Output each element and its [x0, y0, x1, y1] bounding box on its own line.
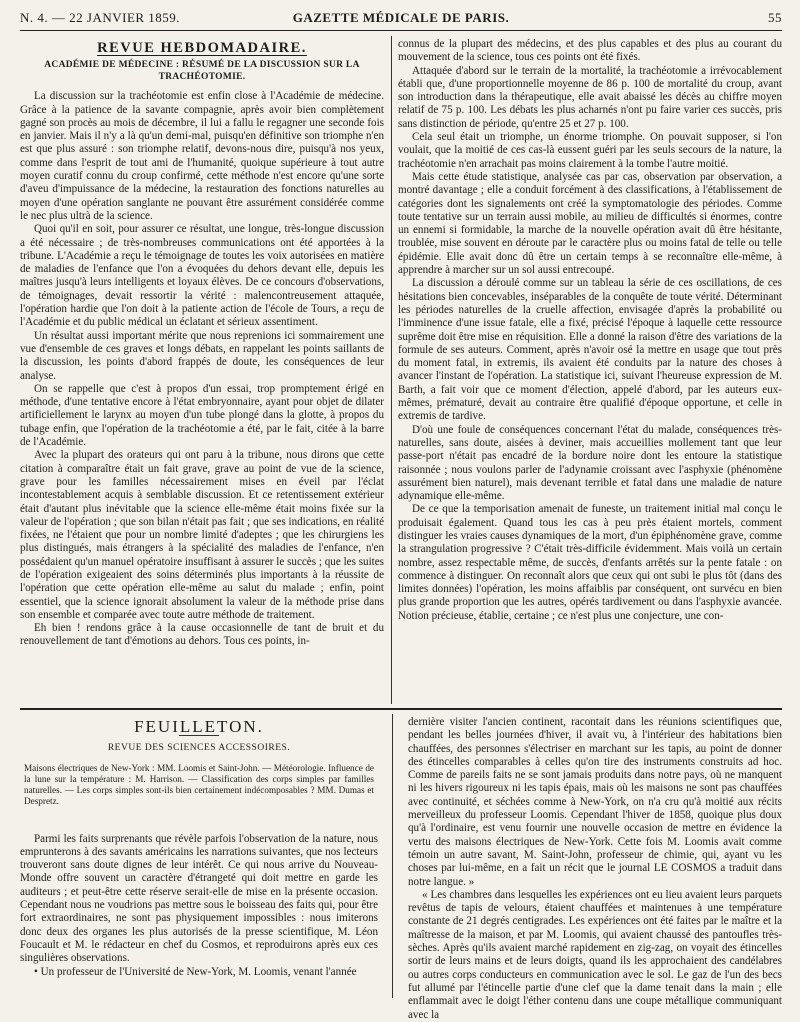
revue-paragraph: Avec la plupart des orateurs qui ont paru à la tribune, nous dirons que cette citation à comparaître était un fait grave, grave au point de vue de la science, grave pour les familles nécessairement mises en éveil par l'éclat incontestablement acquis à semblable discussion. Et ce retentissement extérieur était d'autant plus inévitable que la science elle-même était moins fixée sur la valeur de l'opération ; que son bilan n'était pas fait ; que ses indications, en réalité fixées, ne l'étaient que pour un nombre limité d'adeptes ; que les chirurgiens les plus distingués, mais étrangers à la spécialité des maladies de l'enfance, n'en possédaient qu'un manuel opératoire insuffisant à assurer le succès ; que les suites de l'opération exigeaient des soins déterminés plus importants à la réussite de l'opération que cette opération elle-même au salut du malade ; enfin, point essentiel, que la science ignorait absolument la valeur de la méthode prise dans son ensemble et comparée avec toute autre méthode de traitement.	[20, 449, 384, 621]
revue-paragraph: La discussion sur la trachéotomie est enfin close à l'Académie de médecine. Grâce à la patience de la savante compagnie, après avoir bien complètement gagné son procès au mois de décembre, il lui a fallu le regagner une seconde fois en janvier. Mais il n'y a là qu'un demi-mal, puisqu'en définitive son triomphe n'en est que plus assuré : son triomphe relatif, devons-nous dire, puisqu'à nos yeux, comme dans l'esprit de tout ami de l'humanité, quoique supérieure à tout autre moyen curatif connu du croup confirmé, cette méthode n'est encore qu'une sorte d'aveu d'impuissance de la médecine, la restauration des fonctions naturelles au moyen d'une opération sanglante ne pouvant être assurément considérée comme le nec plus ultrà de la science.	[20, 90, 384, 222]
header-rule	[20, 30, 782, 31]
feuilleton-contents-summary: Maisons électriques de New-York : MM. Loomis et Saint-John. — Météorologie. Influence de la lune sur la température : M. Harrison. — Classification des corps simples par familles naturelles. — Les corps simples sont-ils bien certainement indécomposables ? MM. Dumas et Despretz.	[24, 762, 374, 806]
revue-paragraph: Quoi qu'il en soit, pour assurer ce résultat, une longue, très-longue discussion a été nécessaire ; de très-nombreuses communications ont été apportées à la tribune. L'Académie a reçu le témoignage de toutes les voix autorisées en matière de maladies de l'enfance que l'on a évoquées du dehors devant elle, depuis les maîtres jusqu'à leurs intelligents et loyaux élèves. De ce concours d'observations, de témoignages, devait ressortir la vérité : malencontreusement attaquée, l'opération hardie que l'on doit à la patiente action de l'école de Tours, a reçu de l'Académie et du public médical un éclatant et sérieux assentiment.	[20, 223, 384, 329]
revue-paragraph: Attaquée d'abord sur le terrain de la mortalité, la trachéotomie a irrévocablement établi que, d'une proportionnelle moyenne de 86 p. 100 de mortalité du croup, avant son introduction dans la thérapeutique, elle avait abaissé les décès au chiffre moyen relatif de 75 p. 100. Les débats les plus acharnés n'ont pu faire varier ces succès, pris sans distinction de période, qu'entre 25 et 27 p. 100.	[398, 64, 782, 130]
revue-paragraph: Mais cette étude statistique, analysée cas par cas, observation par observation, a montré davantage ; elle a conduit forcément à des classifications, à l'établissement de catégories dont les signalements ont créé la symptomatologie des périodes. Comme toute tentative sur un terrain aussi mobile, au milieu de difficultés si énormes, contre un ennemi si formidable, la marche de la nouvelle opération avait dû être hésitante, troublée, mise souvent en déroute par le caractère plus ou moins fatal de telle ou telle épidémie. Elle avait donc dû être un certain temps à se reconnaître elle-même, à apprendre à marcher sur un sol aussi entrecoupé.	[398, 170, 782, 277]
revue-paragraph: De ce que la temporisation amenait de funeste, un traitement initial mal conçu le produisait également. Quand tous les cas à peu près étaient mortels, comment distinguer les vraies causes dynamiques de la mort, d'un épiphénomène grave, comme la strangulation progressive ? C'était très-difficile évidemment. Mais voilà un certain nombre, assez respectable même, de succès, d'enfants arrêtés sur la pente fatale : on commence à distinguer. On reconnaît alors que ceux qui ont subi le plus tôt (dans des limites données) l'opération, les moins affaiblis par conséquent, ont survécu en bien plus grande proportion que les autres, opérés tardivement ou dans l'asphyxie avancée. Notion précieuse, établie, certaine ; ce n'est plus une conjecture, une con-	[398, 503, 782, 622]
revue-paragraph: Cela seul était un triomphe, un énorme triomphe. On pouvait supposer, si l'on voulait, que la moitié de ces cas-là eussent guéri par les seuls secours de la nature, la trachéotomie n'en arrachait pas moins clairement à la tombe l'autre moitié.	[398, 131, 782, 170]
revue-subtitle: ACADÉMIE DE MÉDECINE : RÉSUMÉ DE LA DISCUSSION SUR LA TRACHÉOTOMIE.	[44, 60, 360, 82]
revue-column-right	[398, 38, 782, 704]
revue-title: REVUE HEBDOMADAIRE.	[97, 40, 307, 56]
feuilleton-separator-rule	[20, 708, 782, 710]
feuilleton-paragraph: dernière visiter l'ancien continent, racontait dans les réunions scientifiques que, pendant les belles journées d'hiver, il avait vu, à l'intérieur des habitations bien chauffées, des personnes s'électriser en marchant sur les tapis, au point de donner des étincelles comparables à celles qu'on tire des instruments construits ad hoc. Comme de pareils faits ne se sont jamais produits dans notre pays, où ne manquent ni les hivers rigoureux ni les tapis épais, mais où les maisons ne sont pas chauffées avec continuité, et séchées comme à New-York, on n'a cru qu'à moitié aux récits merveilleux du professeur Loomis. Cependant l'hiver de 1858, quoique plus doux qu'à l'ordinaire, est venu fournir une nouvelle occasion de mettre en évidence la vertu des maisons électriques de New-York. Cette fois M. Loomis avait comme témoin un autre savant, M. Saint-John, professeur de chimie, qui, ayant vu les choses par lui-même, en a fait un récit que le journal LE COSMOS a traduit dans notre langue. »	[408, 716, 782, 888]
revue-paragraph: D'où une foule de conséquences concernant l'état du malade, conséquences très-naturelles, sans doute, aisées à deviner, mais accueillies mollement tant que leur passe-port n'était pas encadré de la bordure noire dont les entoure la statistique raisonnée ; nous voulons parler de l'adynamie croissant avec l'asphyxie (phénomène assurément bien naturel), mais devenant terrible et fatal dans une maladie de nature adynamique elle-même.	[398, 423, 782, 503]
revue-paragraph: connus de la plupart des médecins, et des plus capables et des plus au courant du mouvement de la science, tous ces points ont été fixés.	[398, 38, 782, 64]
revue-column-left	[20, 38, 384, 704]
issue-date: N. 4. — 22 JANVIER 1859.	[20, 10, 181, 25]
revue-paragraph: Eh bien ! rendons grâce à la cause occasionnelle de tant de bruit et du renouvellement de tant d'émotions au dehors. Tous ces points, in-	[20, 622, 384, 648]
revue-paragraph: Un résultat aussi important mérite que nous reprenions ici sommairement une vue d'ensemble de ces graves et longs débats, en rappelant les points saillants de la discussion, les points d'abord frappés de doute, les conséquences de leur analyse.	[20, 329, 384, 382]
feuilleton-title: FEUILLETON.	[134, 717, 264, 736]
feuilleton-column-left	[20, 716, 378, 998]
newspaper-page	[20, 8, 782, 1021]
running-head	[20, 8, 782, 30]
feuilleton-column-right	[408, 716, 782, 1021]
feuilleton-paragraph: « Les chambres dans lesquelles les expériences ont eu lieu avaient leurs parquets revêtus de tapis de velours, étaient chauffées et maintenues à une température constante de 21 degrés centigrades. Les expériences ont été faites par le maître et la maîtresse de la maison, et par M. Loomis, qui avaient chaussé des pantoufles très-sèches. Après qu'ils avaient marché rapidement en zig-zag, on voyait des étincelles sortir de leurs mains et de leurs doigts, quand ils les approchaient des candélabres ou autres corps conducteurs en communication avec le sol. Le gaz de l'un des becs fut allumé par l'étincelle partie d'une clef que la dame tenait dans la main ; elle enflammait avec le doigt l'éther contenu dans une coupe métallique communiquant avec la	[408, 888, 782, 1021]
publication-title: GAZETTE MÉDICALE DE PARIS.	[292, 10, 510, 25]
feuilleton-subtitle: REVUE DES SCIENCES ACCESSOIRES.	[107, 743, 291, 754]
column-divider	[392, 714, 393, 998]
column-divider	[391, 36, 392, 704]
revue-paragraph: On se rappelle que c'est à propos d'un essai, trop promptement érigé en méthode, d'une tentative encore à l'état embryonnaire, ayant pour objet de dilater artificiellement le larynx au moyen d'un tube plongé dans la glotte, à propos du tubage enfin, que l'opération de la trachéotomie a été, par le fait, citée à la barre de l'Académie.	[20, 382, 384, 449]
revue-paragraph: La discussion a déroulé comme sur un tableau la série de ces oscillations, de ces hésitations bien concevables, inséparables de la conquête de toute vérité. Déterminant les périodes naturelles de la cruelle affection, envisagée d'après la probabilité ou l'imminence d'une issue fatale, elle a fixé, précisé l'époque à laquelle cette ressource suprême doit être mise en réquisition. Elle a donné la raison d'être des variations de la formule de ses auteurs. Comment, après n'avoir osé la mettre en usage que tout près du moment fatal, in extremis, ils avaient été conduits par la nature des choses à avancer l'instant de l'opération. La statistique ici, suivant l'heureuse expression de M. Barth, a fait voir que ce moment d'élection, appelé d'abord, par les auteurs eux-mêmes, prématuré, devait au contraire être qualifié d'époque opportune, et celle in extremis de tardive.	[398, 277, 782, 423]
feuilleton-paragraph: • Un professeur de l'Université de New-York, M. Loomis, venant l'année	[34, 965, 357, 978]
page-number: 55	[768, 10, 782, 25]
feuilleton-paragraph: Parmi les faits surprenants que révèle parfois l'observation de la nature, nous emprunterons à des savants américains les narrations suivantes, que nos lecteurs trouveront sans doute dignes de leur intérêt. Ce qui nous arrive du Nouveau-Monde offre souvent un caractère d'étrangeté qui doit mettre en garde les auditeurs ; et peut-être cette réserve serait-elle de mise en la présente occasion. Cependant nous ne voudrions pas mettre sous le boisseau des faits qui, pour être fort extraordinaires, ne sont pas physiquement impossibles : nous imiterons donc deux des organes les plus autorisés de la presse scientifique, M. Léon Foucault et M. le rédacteur en chef du Cosmos, et reproduirons après eux ces singulières observations.	[20, 832, 378, 965]
